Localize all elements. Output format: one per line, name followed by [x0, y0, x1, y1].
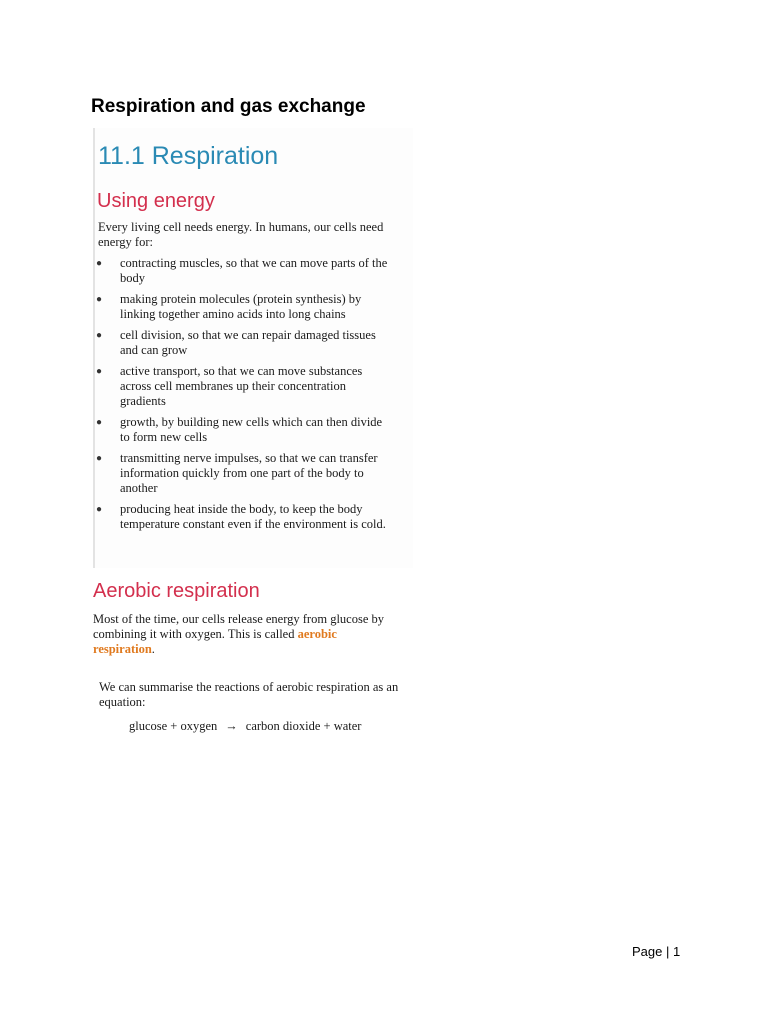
list-item — [94, 502, 394, 532]
aerobic-text-after: . — [151, 642, 155, 656]
aerobic-highlight-term: aerobic respiration — [93, 627, 337, 656]
page-number: Page | 1 — [632, 944, 681, 959]
bullet-icon: ● — [96, 504, 103, 515]
word-equation — [129, 719, 361, 734]
list-item-text: contracting muscles, so that we can move parts of the body — [120, 256, 388, 285]
using-energy-title: Using energy — [97, 190, 215, 212]
arrow-icon: → — [225, 719, 238, 733]
bullet-icon: ● — [96, 417, 103, 428]
list-item-text: active transport, so that we can move substances across cell membranes up their concentration gradients — [120, 364, 363, 408]
document-heading: Respiration and gas exchange — [91, 96, 366, 117]
list-item — [94, 292, 394, 322]
list-item — [94, 328, 394, 358]
list-item-text: growth, by building new cells which can then divide to form new cells — [120, 415, 383, 444]
equation-products: carbon dioxide + water — [245, 719, 362, 733]
aerobic-text-before: Most of the time, our cells release energy from glucose by combining it with oxygen. This is called — [93, 612, 385, 641]
equation-reactants: glucose + oxygen — [129, 719, 218, 733]
list-item-text: transmitting nerve impulses, so that we can transfer information quickly from one part of the body to another — [120, 451, 378, 495]
bullet-icon: ● — [96, 453, 103, 464]
aerobic-respiration-title: Aerobic respiration — [93, 580, 260, 602]
equation-intro: We can summarise the reactions of aerobic respiration as an equation: — [99, 680, 399, 709]
list-item — [94, 256, 394, 286]
bullet-icon: ● — [96, 366, 103, 377]
list-item-text: making protein molecules (protein synthesis) by linking together amino acids into long chains — [120, 292, 362, 321]
list-item-text: producing heat inside the body, to keep the body temperature constant even if the environment is cold. — [120, 502, 386, 531]
bullet-icon: ● — [96, 258, 103, 269]
using-energy-intro: Every living cell needs energy. In humans, our cells need energy for: — [98, 220, 384, 249]
list-item — [94, 415, 394, 445]
bullet-icon: ● — [96, 294, 103, 305]
bullet-icon: ● — [96, 330, 103, 341]
aerobic-respiration-text — [93, 612, 393, 657]
list-item — [94, 451, 394, 496]
energy-uses-list — [94, 256, 394, 538]
list-item-text: cell division, so that we can repair damaged tissues and can grow — [120, 328, 376, 357]
list-item — [94, 364, 394, 409]
section-title: 11.1 Respiration — [98, 142, 279, 170]
